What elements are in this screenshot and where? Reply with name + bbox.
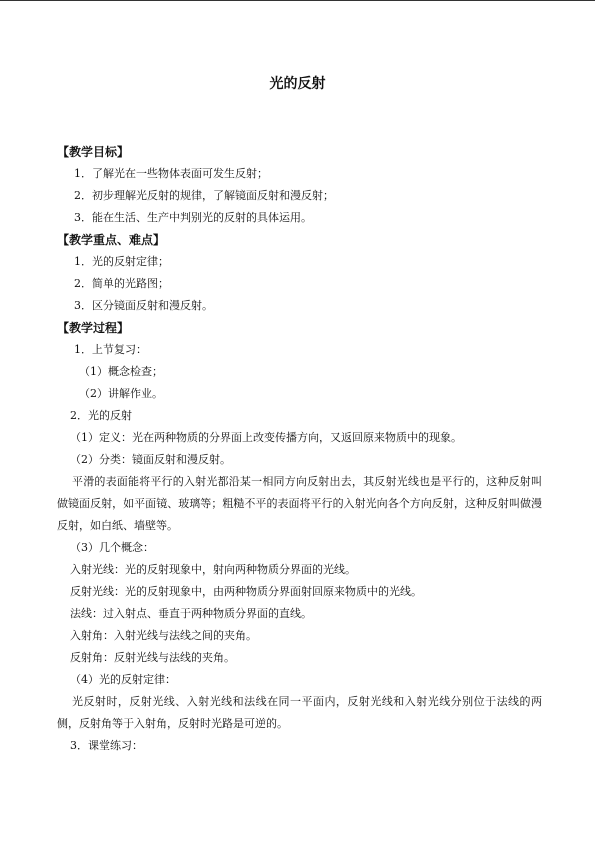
process-step-3: 3．课堂练习： [70, 739, 143, 752]
page-top-border [0, 0, 595, 1]
document-title: 光的反射 [269, 76, 326, 92]
key-point-item-1: 1．光的反射定律； [74, 255, 169, 268]
process-step-1-sub-1: （1）概念检查； [79, 365, 163, 378]
key-point-item-3: 3．区分镜面反射和漫反射。 [74, 299, 213, 312]
concept-normal-line: 法线：过入射点、垂直于两种物质分界面的直线。 [70, 607, 312, 620]
process-step-1: 1．上节复习： [74, 343, 147, 356]
objective-item-2: 2．初步理解光反射的规律，了解镜面反射和漫反射； [74, 189, 334, 202]
objective-item-3: 3．能在生活、生产中判别光的反射的具体运用。 [74, 211, 312, 224]
concept-reflected-ray: 反射光线：光的反射现象中，由两种物质分界面射回原来物质中的光线。 [70, 585, 422, 598]
document-body [57, 141, 542, 757]
objective-item-1: 1．了解光在一些物体表面可发生反射； [74, 167, 268, 180]
reflection-types-paragraph: 平滑的表面能将平行的入射光都沿某一相同方向反射出去，其反射光线也是平行的，这种反射叫做镜面反射，如平面镜、玻璃等；粗糙不平的表面将平行的入射光向各个方向反射，这种反射叫做漫反射，如白纸、墙壁等。 [57, 475, 542, 532]
key-point-item-2: 2．简单的光路图； [74, 277, 169, 290]
concept-incident-angle: 入射角：入射光线与法线之间的夹角。 [70, 629, 257, 642]
process-step-2-concepts: （3）几个概念： [70, 541, 154, 554]
process-step-2-definition: （1）定义：光在两种物质的分界面上改变传播方向，又返回原来物质中的现象。 [70, 431, 462, 444]
section-heading-key-points: 【教学重点、难点】 [57, 233, 166, 247]
concept-incident-ray: 入射光线：光的反射现象中，射向两种物质分界面的光线。 [70, 563, 356, 576]
concept-reflection-angle: 反射角：反射光线与法线的夹角。 [70, 651, 235, 664]
process-step-2: 2．光的反射 [70, 409, 132, 422]
process-step-1-sub-2: （2）讲解作业。 [79, 387, 163, 400]
section-heading-process: 【教学过程】 [57, 321, 130, 335]
process-step-2-law: （4）光的反射定律： [70, 673, 176, 686]
process-step-2-classification: （2）分类：镜面反射和漫反射。 [70, 453, 231, 466]
section-heading-objectives: 【教学目标】 [57, 145, 130, 159]
reflection-law-paragraph: 光反射时，反射光线、入射光线和法线在同一平面内，反射光线和入射光线分别位于法线的两侧，反射角等于入射角，反射时光路是可逆的。 [57, 695, 542, 730]
